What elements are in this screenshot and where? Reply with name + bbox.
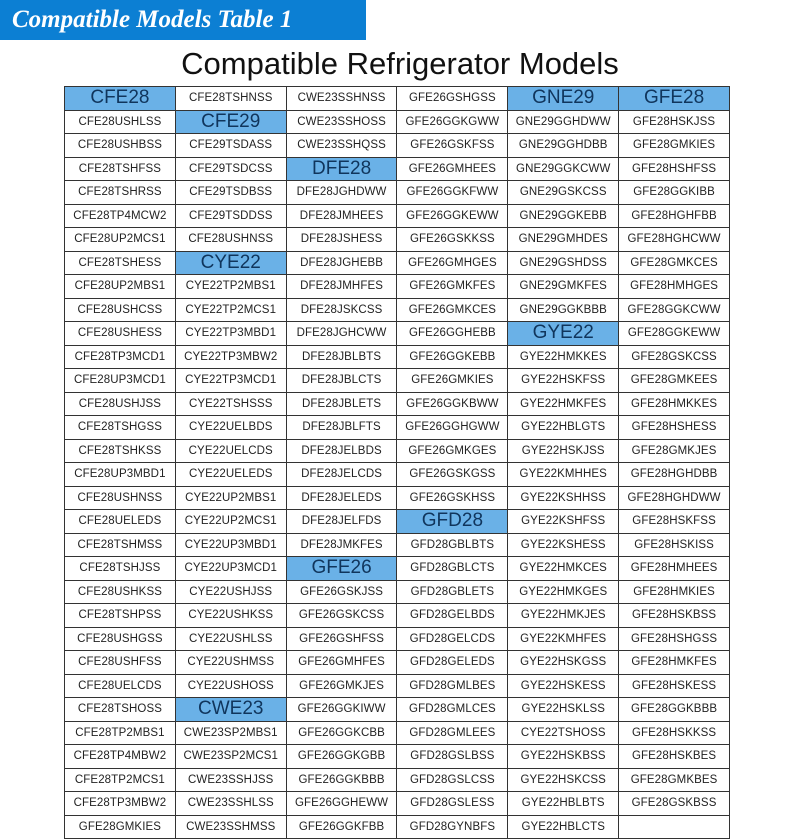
series-header-cell: CWE23 [175, 698, 286, 722]
model-cell: GNE29GGKEBB [508, 204, 619, 228]
model-cell: GYE22KMHFES [508, 627, 619, 651]
model-cell: GFE26GGKFBB [286, 815, 397, 839]
model-cell: GFE26GMHFES [286, 651, 397, 675]
table-row [65, 768, 730, 792]
series-header-cell: CFE28 [65, 87, 176, 111]
table-row [65, 275, 730, 299]
series-header-cell: DFE28 [286, 157, 397, 181]
model-cell: CWE23SSHQSS [286, 134, 397, 158]
model-cell: GFE28HGHFBB [619, 204, 730, 228]
model-cell: CFE28USHKSS [65, 580, 176, 604]
model-cell: GYE22HMKFES [508, 392, 619, 416]
model-cell: GFD28GBLETS [397, 580, 508, 604]
model-cell: GFE26GSKFSS [397, 134, 508, 158]
model-cell: GFE28HSKKSS [619, 721, 730, 745]
model-cell: GFE26GGKBBB [286, 768, 397, 792]
model-cell: CFE29TSDDSS [175, 204, 286, 228]
model-cell: CFE28USHGSS [65, 627, 176, 651]
table-row [65, 345, 730, 369]
model-cell: CFE28UP3MBD1 [65, 463, 176, 487]
model-cell: CFE28TP4MCW2 [65, 204, 176, 228]
model-cell: DFE28JBLFTS [286, 416, 397, 440]
model-cell: CFE29TSDCSS [175, 157, 286, 181]
model-cell: GNE29GSKCSS [508, 181, 619, 205]
model-cell: CFE28TSHPSS [65, 604, 176, 628]
model-cell: CYE22TP3MBW2 [175, 345, 286, 369]
model-cell: CYE22USHKSS [175, 604, 286, 628]
model-cell: GFE26GGKEWW [397, 204, 508, 228]
model-cell: GFE28HSHESS [619, 416, 730, 440]
model-cell: GNE29GSHDSS [508, 251, 619, 275]
model-cell: GFE28HMHEES [619, 557, 730, 581]
model-cell: GFD28GSLESS [397, 792, 508, 816]
page-title: Compatible Refrigerator Models [181, 46, 619, 81]
model-cell: GYE22HMKKES [508, 345, 619, 369]
model-cell: CYE22TP3MBD1 [175, 322, 286, 346]
table-row [65, 557, 730, 581]
model-cell: GFD28GYNBFS [397, 815, 508, 839]
model-cell: GFE26GSKKSS [397, 228, 508, 252]
model-cell: GFE28GMKIES [65, 815, 176, 839]
model-cell: GFE28HMKKES [619, 392, 730, 416]
model-cell: CFE29TSDBSS [175, 181, 286, 205]
table-row [65, 721, 730, 745]
table-row [65, 298, 730, 322]
table-row [65, 792, 730, 816]
model-cell: CFE29TSDASS [175, 134, 286, 158]
model-cell: GFE28HMHGES [619, 275, 730, 299]
model-cell: GFE28HSKBSS [619, 604, 730, 628]
series-header-cell: GFE26 [286, 557, 397, 581]
series-header-cell: CFE29 [175, 110, 286, 134]
model-cell: CWE23SP2MBS1 [175, 721, 286, 745]
model-cell: CWE23SSHOSS [286, 110, 397, 134]
model-cell: DFE28JELBDS [286, 439, 397, 463]
empty-cell [619, 815, 730, 839]
series-header-cell: CYE22 [175, 251, 286, 275]
model-cell: GYE22HSKBSS [508, 745, 619, 769]
compatible-models-table [64, 86, 730, 839]
model-cell: DFE28JSKCSS [286, 298, 397, 322]
model-cell: GFE26GMKFES [397, 275, 508, 299]
model-cell: CFE28TSHMSS [65, 533, 176, 557]
model-cell: GFE26GGHEWW [286, 792, 397, 816]
model-cell: GYE22HMKJES [508, 604, 619, 628]
model-cell: GYE22HSKGSS [508, 651, 619, 675]
model-cell: CWE23SSHJSS [175, 768, 286, 792]
model-cell: GFE26GSHGSS [397, 87, 508, 111]
model-cell: CFE28USHJSS [65, 392, 176, 416]
model-cell: GFD28GELCDS [397, 627, 508, 651]
model-cell: CFE28TSHESS [65, 251, 176, 275]
series-header-cell: GFD28 [397, 510, 508, 534]
model-cell: GFD28GMLCES [397, 698, 508, 722]
table-row [65, 157, 730, 181]
table-row [65, 228, 730, 252]
table-row [65, 486, 730, 510]
model-cell: CYE22TP3MCD1 [175, 369, 286, 393]
table-row [65, 439, 730, 463]
model-cell: CYE22UP3MBD1 [175, 533, 286, 557]
model-cell: GFE28HMKFES [619, 651, 730, 675]
model-cell: DFE28JMHFES [286, 275, 397, 299]
table-row [65, 251, 730, 275]
model-cell: CFE28TSHGSS [65, 416, 176, 440]
table-row [65, 463, 730, 487]
series-header-cell: GYE22 [508, 322, 619, 346]
model-cell: GYE22KSHFSS [508, 510, 619, 534]
model-cell: GFE26GGHGWW [397, 416, 508, 440]
model-cell: GFE26GSKHSS [397, 486, 508, 510]
model-cell: GFE28GSKBSS [619, 792, 730, 816]
model-cell: GNE29GMKFES [508, 275, 619, 299]
model-cell: GFE26GMHGES [397, 251, 508, 275]
model-cell: DFE28JGHDWW [286, 181, 397, 205]
model-cell: CFE28UP3MCD1 [65, 369, 176, 393]
model-cell: DFE28JGHEBB [286, 251, 397, 275]
model-cell: GYE22HSKLSS [508, 698, 619, 722]
model-cell: CFE28UELCDS [65, 674, 176, 698]
table-row [65, 510, 730, 534]
model-cell: GYE22KSHHSS [508, 486, 619, 510]
model-cell: GFE28GGKBBB [619, 698, 730, 722]
table-row [65, 698, 730, 722]
table-row [65, 134, 730, 158]
model-cell: GYE22HSKESS [508, 674, 619, 698]
model-cell: GFD28GSLBSS [397, 745, 508, 769]
model-cell: CFE28USHCSS [65, 298, 176, 322]
model-cell: GYE22HSKFSS [508, 369, 619, 393]
model-cell: GFE28HGHDBB [619, 463, 730, 487]
model-cell: CFE28USHESS [65, 322, 176, 346]
model-cell: DFE28JMKFES [286, 533, 397, 557]
model-cell: GYE22HSKCSS [508, 768, 619, 792]
model-cell: CYE22USHLSS [175, 627, 286, 651]
model-cell: CYE22TP2MBS1 [175, 275, 286, 299]
model-cell: GFD28GMLEES [397, 721, 508, 745]
model-cell: GFE28GGKEWW [619, 322, 730, 346]
model-cell: CFE28USHFSS [65, 651, 176, 675]
model-cell: GFE28HSKESS [619, 674, 730, 698]
model-cell: DFE28JBLBTS [286, 345, 397, 369]
model-cell: GFD28GBLBTS [397, 533, 508, 557]
model-cell: GFE28HSHGSS [619, 627, 730, 651]
model-cell: CWE23SP2MCS1 [175, 745, 286, 769]
model-cell: CYE22USHOSS [175, 674, 286, 698]
model-cell: GFE28HGHCWW [619, 228, 730, 252]
model-cell: CFE28TSHKSS [65, 439, 176, 463]
model-cell: CFE28TSHFSS [65, 157, 176, 181]
model-cell: CFE28TSHOSS [65, 698, 176, 722]
model-cell: GFD28GELEDS [397, 651, 508, 675]
model-cell: CYE22UELCDS [175, 439, 286, 463]
model-cell: GFE26GMKCES [397, 298, 508, 322]
model-cell: GFE28GSKCSS [619, 345, 730, 369]
model-cell: GFE26GSKJSS [286, 580, 397, 604]
table-row [65, 322, 730, 346]
model-cell: CFE28UELEDS [65, 510, 176, 534]
model-cell: GFD28GMLBES [397, 674, 508, 698]
model-cell: GFE28GMKJES [619, 439, 730, 463]
table-row [65, 627, 730, 651]
model-cell: CFE28TSHJSS [65, 557, 176, 581]
table-row [65, 580, 730, 604]
model-cell: GNE29GGHDWW [508, 110, 619, 134]
model-cell: CYE22TP2MCS1 [175, 298, 286, 322]
model-cell: GFE26GSKCSS [286, 604, 397, 628]
model-cell: GFE28GMKEES [619, 369, 730, 393]
model-cell: CYE22TSHOSS [508, 721, 619, 745]
model-cell: GYE22HBLBTS [508, 792, 619, 816]
model-cell: GFE26GGKGWW [397, 110, 508, 134]
model-cell: GFD28GBLCTS [397, 557, 508, 581]
model-cell: CFE28USHNSS [175, 228, 286, 252]
model-cell: GFE26GMKGES [397, 439, 508, 463]
model-cell: GFE28HMKIES [619, 580, 730, 604]
model-cell: GFE26GGKGBB [286, 745, 397, 769]
series-header-cell: GNE29 [508, 87, 619, 111]
model-cell: CYE22USHMSS [175, 651, 286, 675]
model-cell: CFE28USHBSS [65, 134, 176, 158]
model-cell: GNE29GGKCWW [508, 157, 619, 181]
model-cell: GFE28GMKIES [619, 134, 730, 158]
model-cell: CYE22TSHSSS [175, 392, 286, 416]
section-banner: Compatible Models Table 1 [0, 0, 366, 40]
model-cell: CFE28TSHRSS [65, 181, 176, 205]
model-cell: GFE28HSKFSS [619, 510, 730, 534]
model-cell: GFE28HSKISS [619, 533, 730, 557]
model-cell: DFE28JGHCWW [286, 322, 397, 346]
model-cell: DFE28JELCDS [286, 463, 397, 487]
model-cell: CFE28UP2MBS1 [65, 275, 176, 299]
model-cell: GFE26GSHFSS [286, 627, 397, 651]
model-cell: GFE26GGKIWW [286, 698, 397, 722]
model-cell: GFD28GELBDS [397, 604, 508, 628]
model-cell: CFE28USHNSS [65, 486, 176, 510]
table-row [65, 392, 730, 416]
model-cell: GYE22HSKJSS [508, 439, 619, 463]
table-row [65, 204, 730, 228]
table-row [65, 745, 730, 769]
model-cell: CFE28UP2MCS1 [65, 228, 176, 252]
model-cell: GFE28HSKJSS [619, 110, 730, 134]
model-cell: CYE22UP2MBS1 [175, 486, 286, 510]
model-cell: CWE23SSHNSS [286, 87, 397, 111]
model-cell: CYE22UELBDS [175, 416, 286, 440]
model-cell: GNE29GMHDES [508, 228, 619, 252]
model-cell: GFE26GMHEES [397, 157, 508, 181]
model-cell: GNE29GGKBBB [508, 298, 619, 322]
model-cell: CWE23SSHLSS [175, 792, 286, 816]
model-cell: DFE28JMHEES [286, 204, 397, 228]
model-cell: GFE26GGKCBB [286, 721, 397, 745]
model-cell: GFE26GSKGSS [397, 463, 508, 487]
model-cell: CFE28TP2MCS1 [65, 768, 176, 792]
model-cell: GFE28HSKBES [619, 745, 730, 769]
model-cell: GYE22HBLCTS [508, 815, 619, 839]
model-cell: CYE22UP2MCS1 [175, 510, 286, 534]
model-cell: GFE28HSHFSS [619, 157, 730, 181]
model-cell: GFE28GGKIBB [619, 181, 730, 205]
table-row [65, 87, 730, 111]
model-cell: GFE26GGKFWW [397, 181, 508, 205]
model-cell: CFE28USHLSS [65, 110, 176, 134]
table-row [65, 416, 730, 440]
table-row [65, 369, 730, 393]
model-cell: CFE28TP2MBS1 [65, 721, 176, 745]
model-cell: CYE22USHJSS [175, 580, 286, 604]
model-cell: GFE28GGKCWW [619, 298, 730, 322]
model-cell: GNE29GGHDBB [508, 134, 619, 158]
table-row [65, 674, 730, 698]
model-cell: CFE28TSHNSS [175, 87, 286, 111]
table-row [65, 181, 730, 205]
model-cell: CYE22UELEDS [175, 463, 286, 487]
table-row [65, 651, 730, 675]
model-cell: DFE28JELFDS [286, 510, 397, 534]
model-cell: DFE28JBLETS [286, 392, 397, 416]
model-cell: GFE28HGHDWW [619, 486, 730, 510]
model-cell: CWE23SSHMSS [175, 815, 286, 839]
table-row [65, 604, 730, 628]
model-cell: DFE28JBLCTS [286, 369, 397, 393]
model-cell: DFE28JSHESS [286, 228, 397, 252]
model-cell: DFE28JELEDS [286, 486, 397, 510]
model-cell: GFE26GMKJES [286, 674, 397, 698]
model-cell: GYE22HMKCES [508, 557, 619, 581]
model-cell: GFE28GMKCES [619, 251, 730, 275]
model-cell: GFE26GGHEBB [397, 322, 508, 346]
model-cell: GFE26GMKIES [397, 369, 508, 393]
table-row [65, 533, 730, 557]
model-cell: GFE26GGKEBB [397, 345, 508, 369]
series-header-cell: GFE28 [619, 87, 730, 111]
model-cell: CFE28TP3MBW2 [65, 792, 176, 816]
model-cell: GYE22KMHHES [508, 463, 619, 487]
model-cell: GFE28GMKBES [619, 768, 730, 792]
model-cell: GYE22KSHESS [508, 533, 619, 557]
model-cell: GYE22HMKGES [508, 580, 619, 604]
table-row [65, 110, 730, 134]
model-cell: GYE22HBLGTS [508, 416, 619, 440]
model-cell: CFE28TP4MBW2 [65, 745, 176, 769]
model-cell: CFE28TP3MCD1 [65, 345, 176, 369]
model-cell: GFD28GSLCSS [397, 768, 508, 792]
model-cell: CYE22UP3MCD1 [175, 557, 286, 581]
table-row [65, 815, 730, 839]
model-cell: GFE26GGKBWW [397, 392, 508, 416]
